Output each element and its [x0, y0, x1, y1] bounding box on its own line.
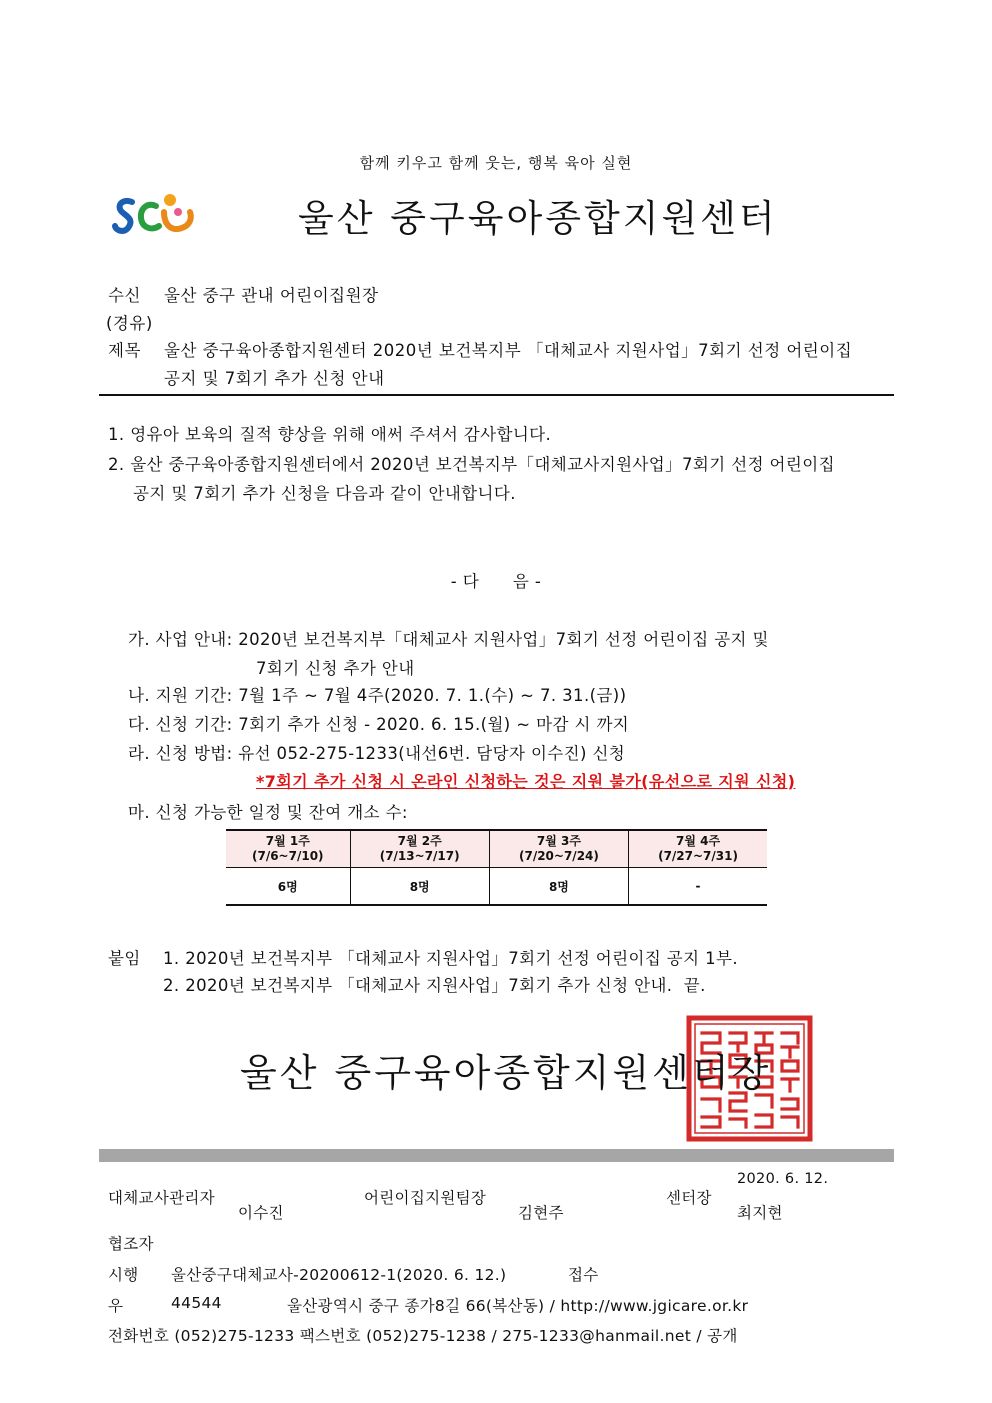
- sci-logo-icon: [112, 190, 194, 238]
- paragraph-2-line2: 공지 및 7회기 추가 신청을 다음과 같이 안내합니다.: [133, 484, 516, 503]
- item-na: 나. 지원 기간: 7월 1주 ~ 7월 4주(2020. 7. 1.(수) ~ 7. 31.(금)): [128, 686, 627, 705]
- approval-date: 2020. 6. 12.: [737, 1171, 829, 1187]
- subject-label: 제목: [108, 341, 141, 360]
- schedule-value-week2: 8명: [350, 868, 489, 906]
- schedule-header-week4: 7월 4주 (7/27~7/31): [629, 830, 767, 868]
- name-substitute-manager: 이수진: [238, 1204, 284, 1222]
- schedule-value-week4: -: [629, 868, 767, 906]
- item-ga-line2: 7회기 신청 추가 안내: [256, 659, 415, 678]
- schedule-value-week1: 6명: [226, 868, 350, 906]
- item-ma: 마. 신청 가능한 일정 및 잔여 개소 수:: [128, 803, 408, 822]
- schedule-header-week1: 7월 1주 (7/6~7/10): [226, 830, 350, 868]
- org-title: 울산 중구육아종합지원센터: [298, 197, 778, 240]
- via-label: (경유): [106, 314, 153, 333]
- attachment-item1: 1. 2020년 보건복지부 「대체교사 지원사업」7회기 선정 어린이집 공지 1부.: [163, 949, 739, 968]
- zip-label: 우: [108, 1297, 124, 1315]
- header-divider: [99, 394, 894, 396]
- paragraph-2-line1: 2. 울산 중구육아종합지원센터에서 2020년 보건복지부「대체교사지원사업」7회기 선정 어린이집: [108, 455, 835, 474]
- schedule-value-week3: 8명: [489, 868, 628, 906]
- attachments-label: 붙임: [108, 949, 141, 968]
- subject-line1: 울산 중구육아종합지원센터 2020년 보건복지부 「대체교사 지원사업」7회기 선정 어린이집: [164, 341, 853, 360]
- enforce-label: 시행: [108, 1266, 139, 1284]
- role-substitute-manager: 대체교사관리자: [108, 1189, 215, 1207]
- address: 울산광역시 중구 종가8길 66(복산동) / http://www.jgicare.or.kr: [287, 1297, 749, 1315]
- cooperator-label: 협조자: [108, 1235, 154, 1253]
- slogan: 함께 키우고 함께 웃는, 행복 육아 실현: [359, 154, 633, 172]
- name-team-leader: 김현주: [518, 1204, 564, 1222]
- paragraph-1: 1. 영유아 보육의 질적 향상을 위해 애써 주셔서 감사합니다.: [108, 425, 552, 444]
- recipient: 울산 중구 관내 어린이집원장: [164, 286, 379, 305]
- item-da: 다. 신청 기간: 7회기 추가 신청 - 2020. 6. 15.(월) ~ 마감 시 까지: [128, 715, 630, 734]
- item-ga-line1: 가. 사업 안내: 2020년 보건복지부「대체교사 지원사업」7회기 선정 어린이집 공지 및: [128, 630, 769, 649]
- role-director: 센터장: [666, 1189, 712, 1207]
- notice-heading: - 다 음 -: [450, 572, 542, 591]
- item-ra: 라. 신청 방법: 유선 052-275-1233(내선6번. 담당자 이수진) 신청: [128, 744, 626, 763]
- contact-line: 전화번호 (052)275-1233 팩스번호 (052)275-1238 / 275-1233@hanmail.net / 공개: [108, 1327, 738, 1345]
- recipient-label: 수신: [108, 286, 141, 305]
- schedule-header-week3: 7월 3주 (7/20~7/24): [489, 830, 628, 868]
- schedule-table: [226, 829, 767, 906]
- name-director: 최지현: [737, 1204, 783, 1222]
- role-team-leader: 어린이집지원팀장: [364, 1189, 487, 1207]
- receipt-label: 접수: [568, 1266, 599, 1284]
- sender-closing: 울산 중구육아종합지원센터장: [240, 1051, 772, 1095]
- enforce-value: 울산중구대체교사-20200612-1(2020. 6. 12.): [171, 1266, 507, 1284]
- zip-code: 44544: [171, 1294, 222, 1312]
- footer-divider: [99, 1149, 894, 1162]
- item-ra-warning: *7회기 추가 신청 시 온라인 신청하는 것은 지원 불가(유선으로 지원 신청): [256, 772, 796, 791]
- subject-line2: 공지 및 7회기 추가 신청 안내: [164, 369, 385, 388]
- schedule-values-row: [226, 868, 767, 906]
- attachment-item2: 2. 2020년 보건복지부 「대체교사 지원사업」7회기 추가 신청 안내. 끝.: [163, 976, 706, 995]
- schedule-header-week2: 7월 2주 (7/13~7/17): [350, 830, 489, 868]
- schedule-header-row: [226, 830, 767, 868]
